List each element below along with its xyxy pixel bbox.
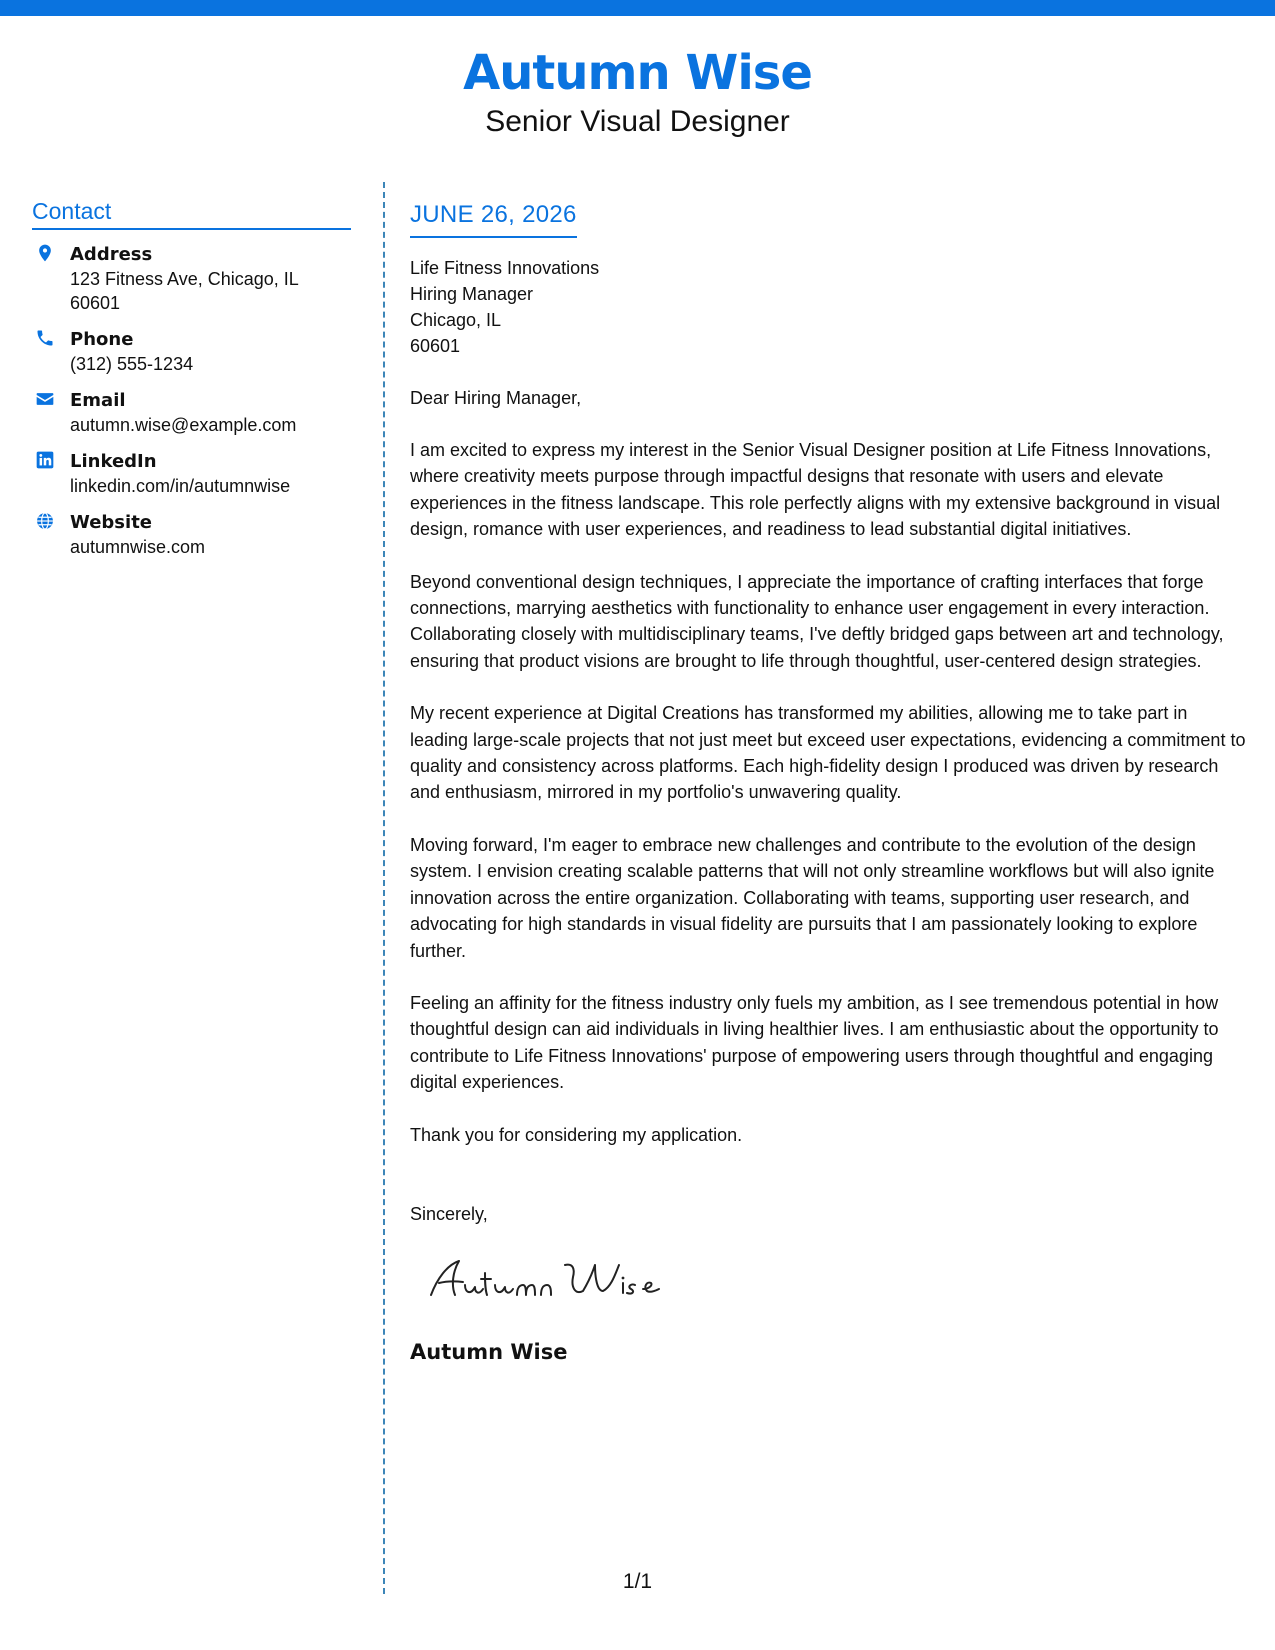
- applicant-role: Senior Visual Designer: [485, 105, 790, 138]
- contact-label: LinkedIn: [70, 451, 157, 472]
- contact-value: autumnwise.com: [70, 537, 206, 557]
- letter-body: [410, 198, 1250, 1366]
- map-pin-icon: [35, 243, 57, 265]
- signed-name: Autumn Wise: [410, 1339, 568, 1364]
- recipient-company: Life Fitness Innovations: [410, 258, 600, 278]
- phone-icon: [35, 328, 57, 350]
- contact-value: linkedin.com/in/autumnwise: [70, 476, 291, 496]
- envelope-icon: [35, 389, 57, 411]
- linkedin-icon: [35, 450, 57, 472]
- contact-item-phone: [32, 327, 351, 376]
- contact-item-website: [32, 510, 351, 559]
- contact-item-email: [32, 388, 351, 437]
- column-divider: [383, 182, 385, 1594]
- paragraph-5: Feeling an affinity for the fitness industry only fuels my ambition, as I see tremendous potential in how thoughtful design can aid individuals in living healthier lives. I am enthusiastic about the opportunity to contribute to Life Fitness Innovations' purpose of empowering users through thoughtful and engaging digital experiences.: [410, 992, 1219, 1093]
- globe-icon: [35, 511, 57, 533]
- recipient-block: [410, 255, 1250, 359]
- contact-list: [32, 242, 351, 559]
- letter-header: [0, 40, 1275, 142]
- contact-label: Email: [70, 390, 126, 411]
- contact-label: Website: [70, 512, 153, 533]
- closing: Sincerely,: [410, 1203, 488, 1224]
- salutation: Dear Hiring Manager,: [410, 388, 582, 408]
- paragraph-3: My recent experience at Digital Creations has transformed my abilities, allowing me to take part in leading large-scale projects that not just meet but exceed user expectations, evidencing a commitment to quality and consistency across platforms. Each high-fidelity design I produced was driven by research and enthusiasm, mirrored in my portfolio's unwavering quality.: [410, 703, 1246, 803]
- recipient-city: Chicago, IL: [410, 310, 502, 330]
- contact-value: autumn.wise@example.com: [70, 415, 297, 435]
- contact-value: 123 Fitness Ave, Chicago, IL 60601: [70, 269, 299, 313]
- paragraph-thanks: Thank you for considering my application.: [410, 1124, 743, 1145]
- top-accent-bar: [0, 0, 1275, 16]
- contact-heading: Contact: [32, 196, 351, 230]
- paragraph-4: Moving forward, I'm eager to embrace new challenges and contribute to the evolution of the design system. I envision creating scalable patterns that will not only streamline workflows but will also ignite innovation across the entire organization. Collaborating with teams, supporting user research, and advocating for high standards in visual fidelity are pursuits that I am passionately looking to explore further.: [410, 834, 1215, 961]
- contact-value: (312) 555-1234: [70, 354, 194, 374]
- contact-sidebar: [32, 196, 351, 571]
- applicant-name: Autumn Wise: [463, 45, 812, 101]
- contact-item-address: [32, 242, 351, 315]
- contact-label: Phone: [70, 329, 134, 350]
- contact-label: Address: [70, 244, 153, 265]
- paragraph-1: I am excited to express my interest in the Senior Visual Designer position at Life Fitness Innovations, where creativity meets purpose through impactful designs that resonate with users and elevate experiences in the fitness landscape. This role perfectly aligns with my extensive background in visual design, romance with user experiences, and readiness to lead substantial digital initiatives.: [410, 440, 1221, 540]
- letter-date: JUNE 26, 2026: [410, 198, 577, 238]
- recipient-title: Hiring Manager: [410, 284, 534, 304]
- page-number: 1/1: [622, 1570, 653, 1593]
- paragraph-2: Beyond conventional design techniques, I appreciate the importance of crafting interfaces that forge connections, marrying aesthetics with functionality to enhance user engagement in every interaction. Collaborating closely with multidisciplinary teams, I've deftly bridged gaps between art and technology, ensuring that product visions are brought to life through thoughtful, user-centered design strategies.: [410, 571, 1224, 671]
- contact-item-linkedin: [32, 449, 351, 498]
- recipient-zip: 60601: [410, 336, 461, 356]
- handwritten-signature: [425, 1251, 685, 1311]
